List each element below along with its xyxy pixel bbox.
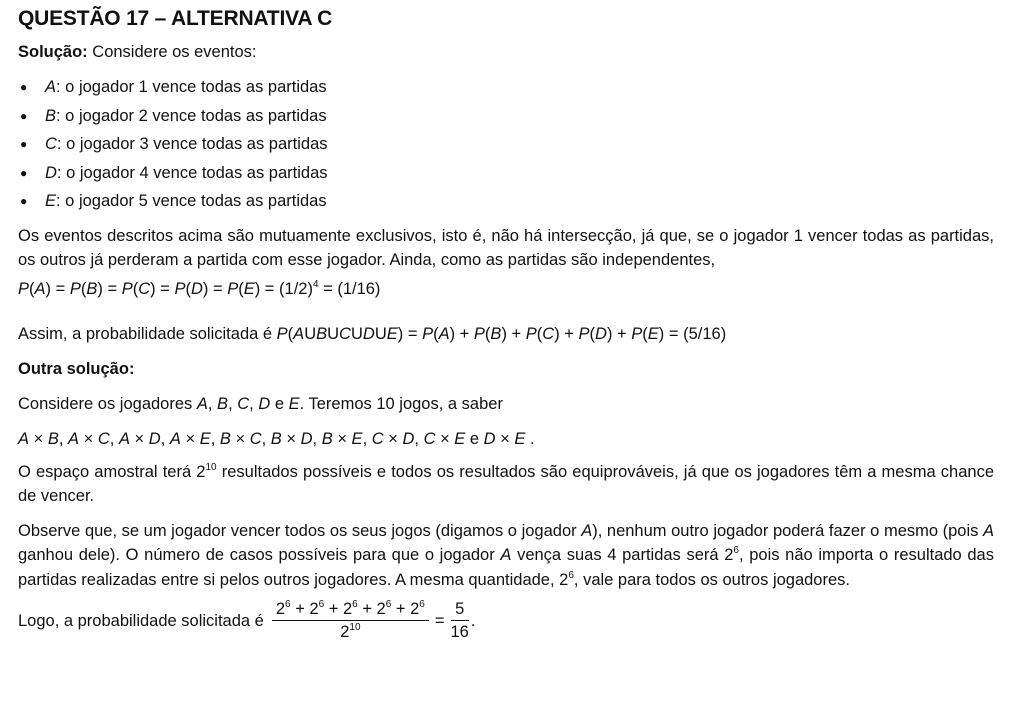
final-probability-line — [18, 598, 994, 643]
list-item: ● D: o jogador 4 vence todas as partidas — [18, 159, 994, 188]
result-denominator: 16 — [450, 623, 469, 641]
solution-intro: Considere os eventos: — [92, 43, 257, 61]
games-list-text: A × B, A × C, A × D, A × E, B × C, B × D, B × E, C × D, C × E e D × E . — [18, 429, 535, 448]
paragraph-observe: Observe que, se um jogador vencer todos os seus jogos (digamos o jogador A), nenhum outro jogador poderá fazer o mesmo (pois A ganhou dele). O número de casos possíveis para que o jogador A vença suas 4 partidas será $2^6$, pois não importa o resultado das partidas realizadas entre si pelos outros jogadores. A mesma quantidade, $2^6$, vale para todos os outros jogadores. — [18, 521, 994, 589]
equation-exponent: 4 — [312, 278, 319, 290]
final-period: . — [470, 611, 476, 630]
paragraph-exclusive-events: Os eventos descritos acima são mutuamente exclusivos, isto é, não há intersecção, já que, se o jogador 1 vencer todas as partidas, os outros já perderam a partida com esse jogador. Ainda, como as partidas são independentes, — [18, 226, 994, 269]
equation-equal-probabilities — [18, 277, 994, 301]
list-item: ● A: o jogador 1 vence todas as partidas — [18, 73, 994, 102]
logo-prefix: Logo, a probabilidade solicitada é — [18, 611, 264, 630]
paragraph-assim — [18, 322, 994, 346]
paragraph-consider-players — [18, 392, 994, 416]
bullet-icon: ● — [20, 137, 28, 151]
fraction-sum — [272, 598, 429, 643]
games-list — [18, 427, 994, 451]
bullet-icon: ● — [20, 165, 28, 180]
result-numerator: 5 — [455, 600, 465, 618]
numerator-term: 2 — [275, 600, 286, 618]
numerator-term: 2 — [342, 600, 353, 618]
equals-sign: = — [434, 611, 445, 630]
numerator-term: 2 — [309, 600, 319, 618]
fraction-numerator: $2^6 + 2^6 + 2^6 + 2^6 + 2^6$ — [275, 599, 425, 618]
document — [18, 6, 994, 643]
bullet-icon: ● — [20, 194, 28, 208]
numerator-term: 2 — [376, 600, 386, 618]
numerator-term: 2 — [410, 600, 420, 618]
fraction-denominator: $2^{10}$ — [340, 622, 361, 641]
assim-expression: P(AUBUCUDUE) = P(A) + P(B) + P(C) + P(D) + P(E) = (5/16) — [276, 324, 727, 343]
solution-intro-line — [18, 40, 994, 64]
outra-solucao-heading: Outra solução: — [18, 359, 135, 378]
events-list — [18, 73, 994, 216]
fraction-result — [451, 598, 469, 643]
list-item: ● C: o jogador 3 vence todas as partidas — [18, 130, 994, 159]
consider-players-text: Considere os jogadores A, B, C, D e E. Teremos 10 jogos, a saber — [18, 394, 503, 413]
solution-label: Solução: — [18, 43, 88, 61]
bullet-icon: ● — [20, 108, 28, 123]
list-item: ● E: o jogador 5 vence todas as partidas — [18, 187, 994, 216]
equation-left: P(A) = P(B) = P(C) = P(D) = P(E) = (1/2) — [18, 279, 313, 298]
bullet-icon: ● — [20, 80, 28, 94]
paragraph-sample-space: O espaço amostral terá $2^{10}$ resultados possíveis e todos os resultados são equiprováveis, já que os jogadores têm a mesma chance de vencer. — [18, 461, 994, 505]
list-item: ● B: o jogador 2 vence todas as partidas — [18, 102, 994, 131]
equation-right: = (1/16) — [318, 279, 381, 298]
assim-prefix: Assim, a probabilidade solicitada é — [18, 324, 277, 343]
question-title: QUESTÃO 17 – ALTERNATIVA C — [18, 7, 333, 30]
